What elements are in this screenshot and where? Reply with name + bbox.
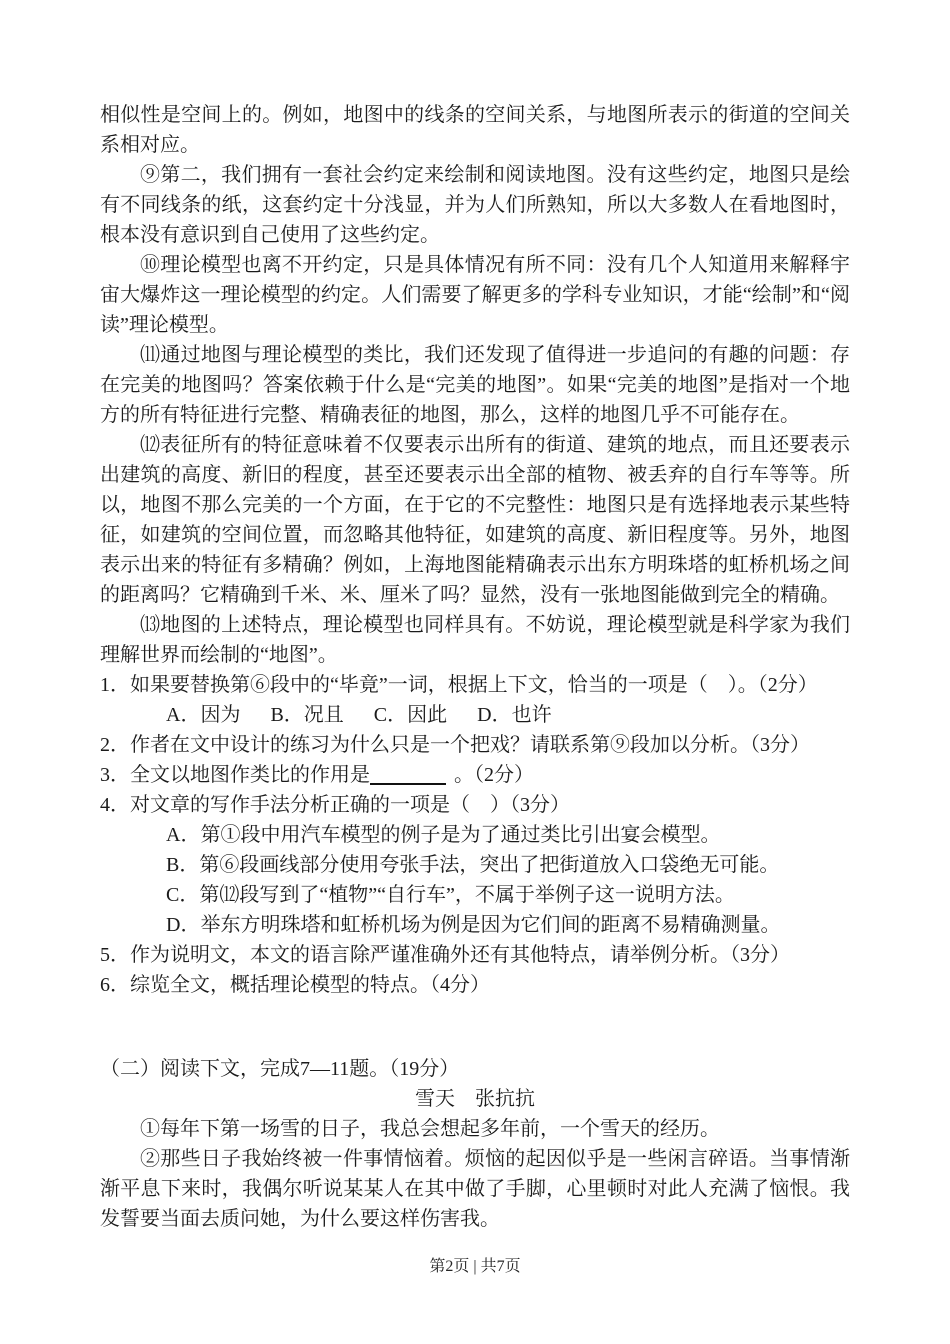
paragraph-10: ⑩理论模型也离不开约定，只是具体情况有所不同：没有几个人知道用来解释宇宙大爆炸这一理论模型的约定。人们需要了解更多的学科专业知识，才能“绘制”和“阅读”理论模型。 <box>100 254 850 336</box>
answer-blank <box>370 783 446 785</box>
question-4 <box>100 790 850 940</box>
paragraph-13: ⒀地图的上述特点，理论模型也同样具有。不妨说，理论模型就是科学家为我们理解世界而绘制的“地图”。 <box>100 614 850 666</box>
question-1 <box>100 670 850 730</box>
option-c: C．因此 <box>373 704 448 726</box>
paragraph-11: ⑾通过地图与理论模型的类比，我们还发现了值得进一步追问的有趣的问题：存在完美的地图吗？答案依赖于什么是“完美的地图”。如果“完美的地图”是指对一个地方的所有特征进行完整、精确表征的地图，那么，这样的地图几乎不可能存在。 <box>100 344 850 426</box>
paragraph-continuation: 相似性是空间上的。例如，地图中的线条的空间关系，与地图所表示的街道的空间关系相对应。 <box>100 104 850 156</box>
option-d: D．举东方明珠塔和虹桥机场为例是因为它们间的距离不易精确测量。 <box>166 914 781 936</box>
option-b: B．第⑥段画线部分使用夸张手法，突出了把街道放入口袋绝无可能。 <box>166 854 780 876</box>
page-footer <box>0 1253 950 1276</box>
question-3-before-blank: 3．全文以地图作类比的作用是 <box>100 764 370 786</box>
option-a: A．第①段中用汽车模型的例子是为了通过类比引出宴会模型。 <box>166 824 721 846</box>
question-3-text <box>100 760 850 790</box>
question-3-after-blank: 。（2分） <box>454 764 534 786</box>
option-d: D．也许 <box>477 704 552 726</box>
question-2-text: 2．作者在文中设计的练习为什么只是一个把戏？请联系第⑨段加以分析。（3分） <box>100 734 810 756</box>
question-1-text: 1．如果要替换第⑥段中的“毕竟”一词，根据上下文，恰当的一项是（ ）。（2分） <box>100 674 818 696</box>
essay-paragraph-2: ②那些日子我始终被一件事情恼着。烦恼的起因似乎是一些闲言碎语。当事情渐渐平息下来时，我偶尔听说某某人在其中做了手脚，心里顿时对此人充满了恼恨。我发誓要当面去质问她，为什么要这样伤害我。 <box>100 1148 850 1230</box>
question-6-text: 6．综览全文，概括理论模型的特点。（4分） <box>100 974 490 996</box>
essay-paragraph-1: ①每年下第一场雪的日子，我总会想起多年前，一个雪天的经历。 <box>140 1118 720 1140</box>
page-content <box>100 100 850 1234</box>
page-number: 第2页 | 共7页 <box>429 1258 521 1275</box>
option-b: B．况且 <box>270 704 344 726</box>
paragraph-9: ⑨第二，我们拥有一套社会约定来绘制和阅读地图。没有这些约定，地图只是绘有不同线条的纸，这套约定十分浅显，并为人们所熟知，所以大多数人在看地图时，根本没有意识到自己使用了这些约定。 <box>100 164 850 246</box>
question-5-text: 5．作为说明文，本文的语言除严谨准确外还有其他特点，请举例分析。（3分） <box>100 944 790 966</box>
option-a: A．因为 <box>166 704 241 726</box>
option-c: C．第⑿段写到了“植物”“自行车”，不属于举例子这一说明方法。 <box>166 884 735 906</box>
question-1-options <box>100 700 850 730</box>
section-two-header: （二）阅读下文，完成7—11题。（19分） <box>100 1058 460 1080</box>
essay-title: 雪天 张抗抗 <box>415 1088 535 1110</box>
paragraph-12: ⑿表征所有的特征意味着不仅要表示出所有的街道、建筑的地点，而且还要表示出建筑的高度、新旧的程度，甚至还要表示出全部的植物、被丢弃的自行车等等。所以，地图不那么完美的一个方面，在于它的不完整性：地图只是有选择地表示某些特征，如建筑的空间位置，而忽略其他特征，如建筑的高度、新旧程度等。另外，地图表示出来的特征有多精确？例如，上海地图能精确表示出东方明珠塔的虹桥机场之间的距离吗？它精确到千米、米、厘米了吗？显然，没有一张地图能做到完全的精确。 <box>100 434 850 606</box>
question-4-text: 4．对文章的写作手法分析正确的一项是（ ）（3分） <box>100 794 570 816</box>
